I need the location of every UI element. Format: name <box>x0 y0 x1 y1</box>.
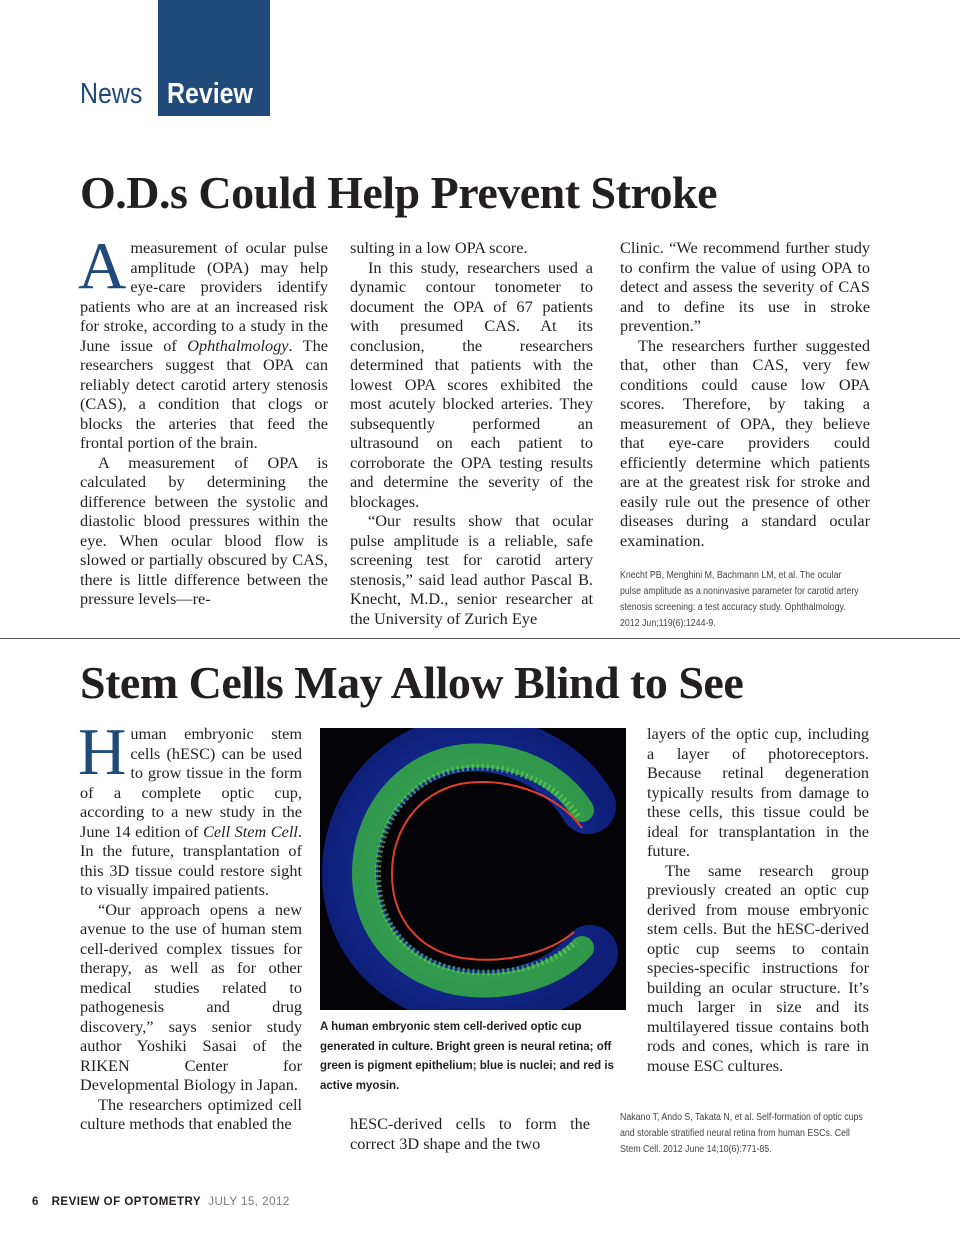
article2-column-2 <box>350 1114 590 1153</box>
article2-dropcap: H <box>78 715 127 789</box>
article1-column-1 <box>78 229 328 609</box>
article2-col1-p2: “Our approach opens a new avenue to the use of human stem cell-derived complex tissues for therapy, as well as for other medical studies related to pathogenesis and drug discovery,” says senior study author Yoshiki Sasai of the RIKEN Center for Developmental Biology in Japan. <box>80 899 302 1094</box>
article1-headline: O.D.s Could Help Prevent Stroke <box>80 167 718 218</box>
article2-col3-p2: The same research group previously created an optic cup derived from mouse embryonic stem cells. But the hESC-derived optic cup seems to contain species-specific instructions for building an ocular structure. It’s much larger in size and its multilayered tissue contains both rods and cones, which is rare in mouse ESC cultures. <box>647 860 869 1075</box>
article2-col1-p3: The researchers optimized cell culture methods that enabled the <box>80 1094 302 1133</box>
article1-column-3 <box>620 238 870 550</box>
article1-column-2 <box>350 238 593 628</box>
magazine-name: REVIEW OF OPTOMETRY <box>51 1196 202 1208</box>
article1-col3-p1: Clinic. “We recommend further study to confirm the value of using OPA to detect and assess the severity of CAS and to define its use in stroke prevention.” <box>620 238 870 335</box>
article1-col2-p3: “Our results show that ocular pulse amplitude is a reliable, safe screening test for carotid artery stenosis,” said lead author Pascal B. Knecht, M.D., senior researcher at the University of Zurich Eye <box>350 511 593 628</box>
article2-column-1 <box>78 715 302 1134</box>
page-number: 6 <box>32 1196 39 1208</box>
article1-col1-p1: measurement of ocular pulse amplitude (OPA) may help eye-care providers identify patients who are at an increased risk for stroke, according to a study in the June issue of <box>80 238 328 355</box>
article2-col1-p1: uman embryonic stem cells (hESC) can be used to grow tissue in the form of a complete optic cup, according to a new study in the June 14 edition of <box>80 724 302 841</box>
article1-dropcap: A <box>78 229 127 303</box>
article1-journal-name: Ophthalmology <box>187 335 289 355</box>
issue-date: JULY 15, 2012 <box>208 1196 290 1208</box>
article2-col1-p1-end: . In the future, transplantation of this 3D tissue could restore sight to visually impaired patients. <box>80 821 302 899</box>
optic-cup-illustration <box>320 728 626 1010</box>
page-footer <box>32 1196 290 1208</box>
section-label-review: Review <box>167 78 253 110</box>
article1-col1-p2: A measurement of OPA is calculated by determining the difference between the systolic and diastolic blood pressures within the eye. When ocular blood flow is slowed or partially obscured by CAS, there is little difference between the pressure levels—re- <box>80 452 328 608</box>
article1-col2-p2: In this study, researchers used a dynamic contour tonometer to document the OPA of 67 patients with presumed CAS. At its conclusion, the researchers determined that patients with the lowest OPA scores exhibited the most acutely blocked arteries. They subsequently performed an ultrasound on each patient to corroborate the OPA testing results and determine the severity of the blockages. <box>350 257 593 511</box>
optic-cup-micrograph <box>320 728 626 1010</box>
figure-caption: A human embryonic stem cell-derived optic cup generated in culture. Bright green is neural retina; off green is pigment epithelium; blue is nuclei; and red is active myosin. <box>320 1021 614 1092</box>
article2-headline: Stem Cells May Allow Blind to See <box>80 657 744 708</box>
article1-col2-p1: sulting in a low OPA score. <box>350 238 528 257</box>
article1-reference: Knecht PB, Menghini M, Bachmann LM, et al. The ocular pulse amplitude as a noninvasive parameter for carotid artery stenosis screening: a test accuracy study. Ophthalmology. 2012 Jun;119(6):1244-9. <box>620 570 859 629</box>
section-label-news: News <box>80 78 143 110</box>
article2-col3-p1: layers of the optic cup, including a layer of photoreceptors. Because retinal degeneration typically results from damage to these cells, this tissue could be ideal for transplantation in the future. <box>647 724 869 860</box>
section-divider <box>0 638 960 639</box>
article2-column-3 <box>647 724 869 1075</box>
article2-col2-p1: hESC-derived cells to form the correct 3D shape and the two <box>350 1114 590 1153</box>
article2-reference: Nakano T, Ando S, Takata N, et al. Self-formation of optic cups and storable stratified neural retina from human ESCs. Cell Stem Cell. 2012 June 14;10(6):771-85. <box>620 1112 863 1155</box>
article2-journal-name: Cell Stem Cell <box>202 821 298 841</box>
article1-col3-p2: The researchers further suggested that, other than CAS, very few conditions could cause low OPA scores. Therefore, by taking a measurement of OPA, they believe that eye-care providers could efficiently determine which patients are at the greatest risk for stroke and easily rule out the presence of other diseases during a standard ocular examination. <box>620 335 870 550</box>
article1-col1-p1-end: . The researchers suggest that OPA can reliably detect carotid artery stenosis (CAS), a condition that clogs or blocks the arteries that feed the frontal portion of the brain. <box>80 335 328 452</box>
